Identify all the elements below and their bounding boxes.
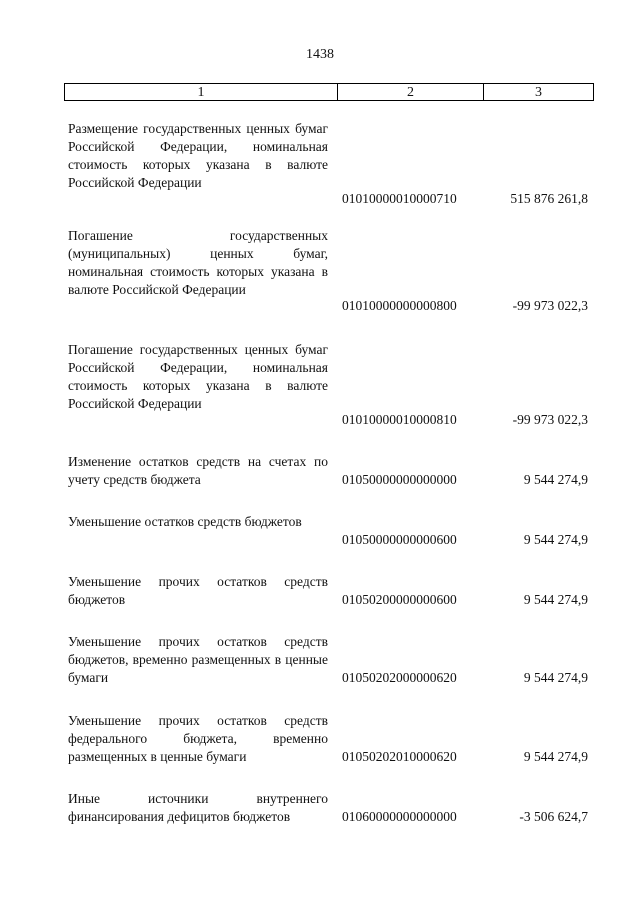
row-amount: 9 544 274,9 <box>523 472 588 487</box>
table-header <box>64 83 594 101</box>
row-code: 01050202010000620 <box>342 749 457 764</box>
header-col-3: 3 <box>535 85 542 100</box>
header-col-1: 1 <box>65 84 338 100</box>
row-amount: 9 544 274,9 <box>523 592 588 607</box>
row-amount: 9 544 274,9 <box>523 749 588 764</box>
row-description: Изменение остатков средств на счетах по учету средств бюджета <box>68 454 328 487</box>
row-description: Уменьшение прочих остатков средств бюджетов <box>68 574 328 607</box>
row-amount: 9 544 274,9 <box>523 532 588 547</box>
page-number: 1438 <box>306 47 334 62</box>
row-description: Уменьшение прочих остатков средств федерального бюджета, временно размещенных в ценные бумаги <box>68 713 328 764</box>
row-description: Размещение государственных ценных бумаг Российской Федерации, номинальная стоимость которых указана в валюте Российской Федерации <box>68 121 328 190</box>
row-description: Уменьшение прочих остатков средств бюджетов, временно размещенных в ценные бумаги <box>68 634 328 685</box>
row-code: 01050000000000000 <box>342 472 457 487</box>
header-col-2: 2 <box>338 84 484 100</box>
row-amount: 515 876 261,8 <box>510 191 588 206</box>
row-code: 01050000000000600 <box>342 532 457 547</box>
row-description: Погашение государственных ценных бумаг Российской Федерации, номинальная стоимость которых указана в валюте Российской Федерации <box>68 342 328 411</box>
row-code: 01010000010000710 <box>342 191 457 206</box>
row-amount: -3 506 624,7 <box>519 809 588 824</box>
row-amount: 9 544 274,9 <box>523 670 588 685</box>
row-description: Иные источники внутреннего финансирования дефицитов бюджетов <box>68 791 328 824</box>
row-code: 01010000000000800 <box>342 298 457 313</box>
row-amount: -99 973 022,3 <box>512 298 588 313</box>
row-code: 01060000000000000 <box>342 809 457 824</box>
row-amount: -99 973 022,3 <box>512 412 588 427</box>
row-code: 01050200000000600 <box>342 592 457 607</box>
row-code: 01050202000000620 <box>342 670 457 685</box>
row-code: 01010000010000810 <box>342 412 457 427</box>
row-description: Уменьшение остатков средств бюджетов <box>68 514 302 529</box>
row-description: Погашение государственных (муниципальных) ценных бумаг, номинальная стоимость которых указана в валюте Российской Федерации <box>68 228 328 297</box>
